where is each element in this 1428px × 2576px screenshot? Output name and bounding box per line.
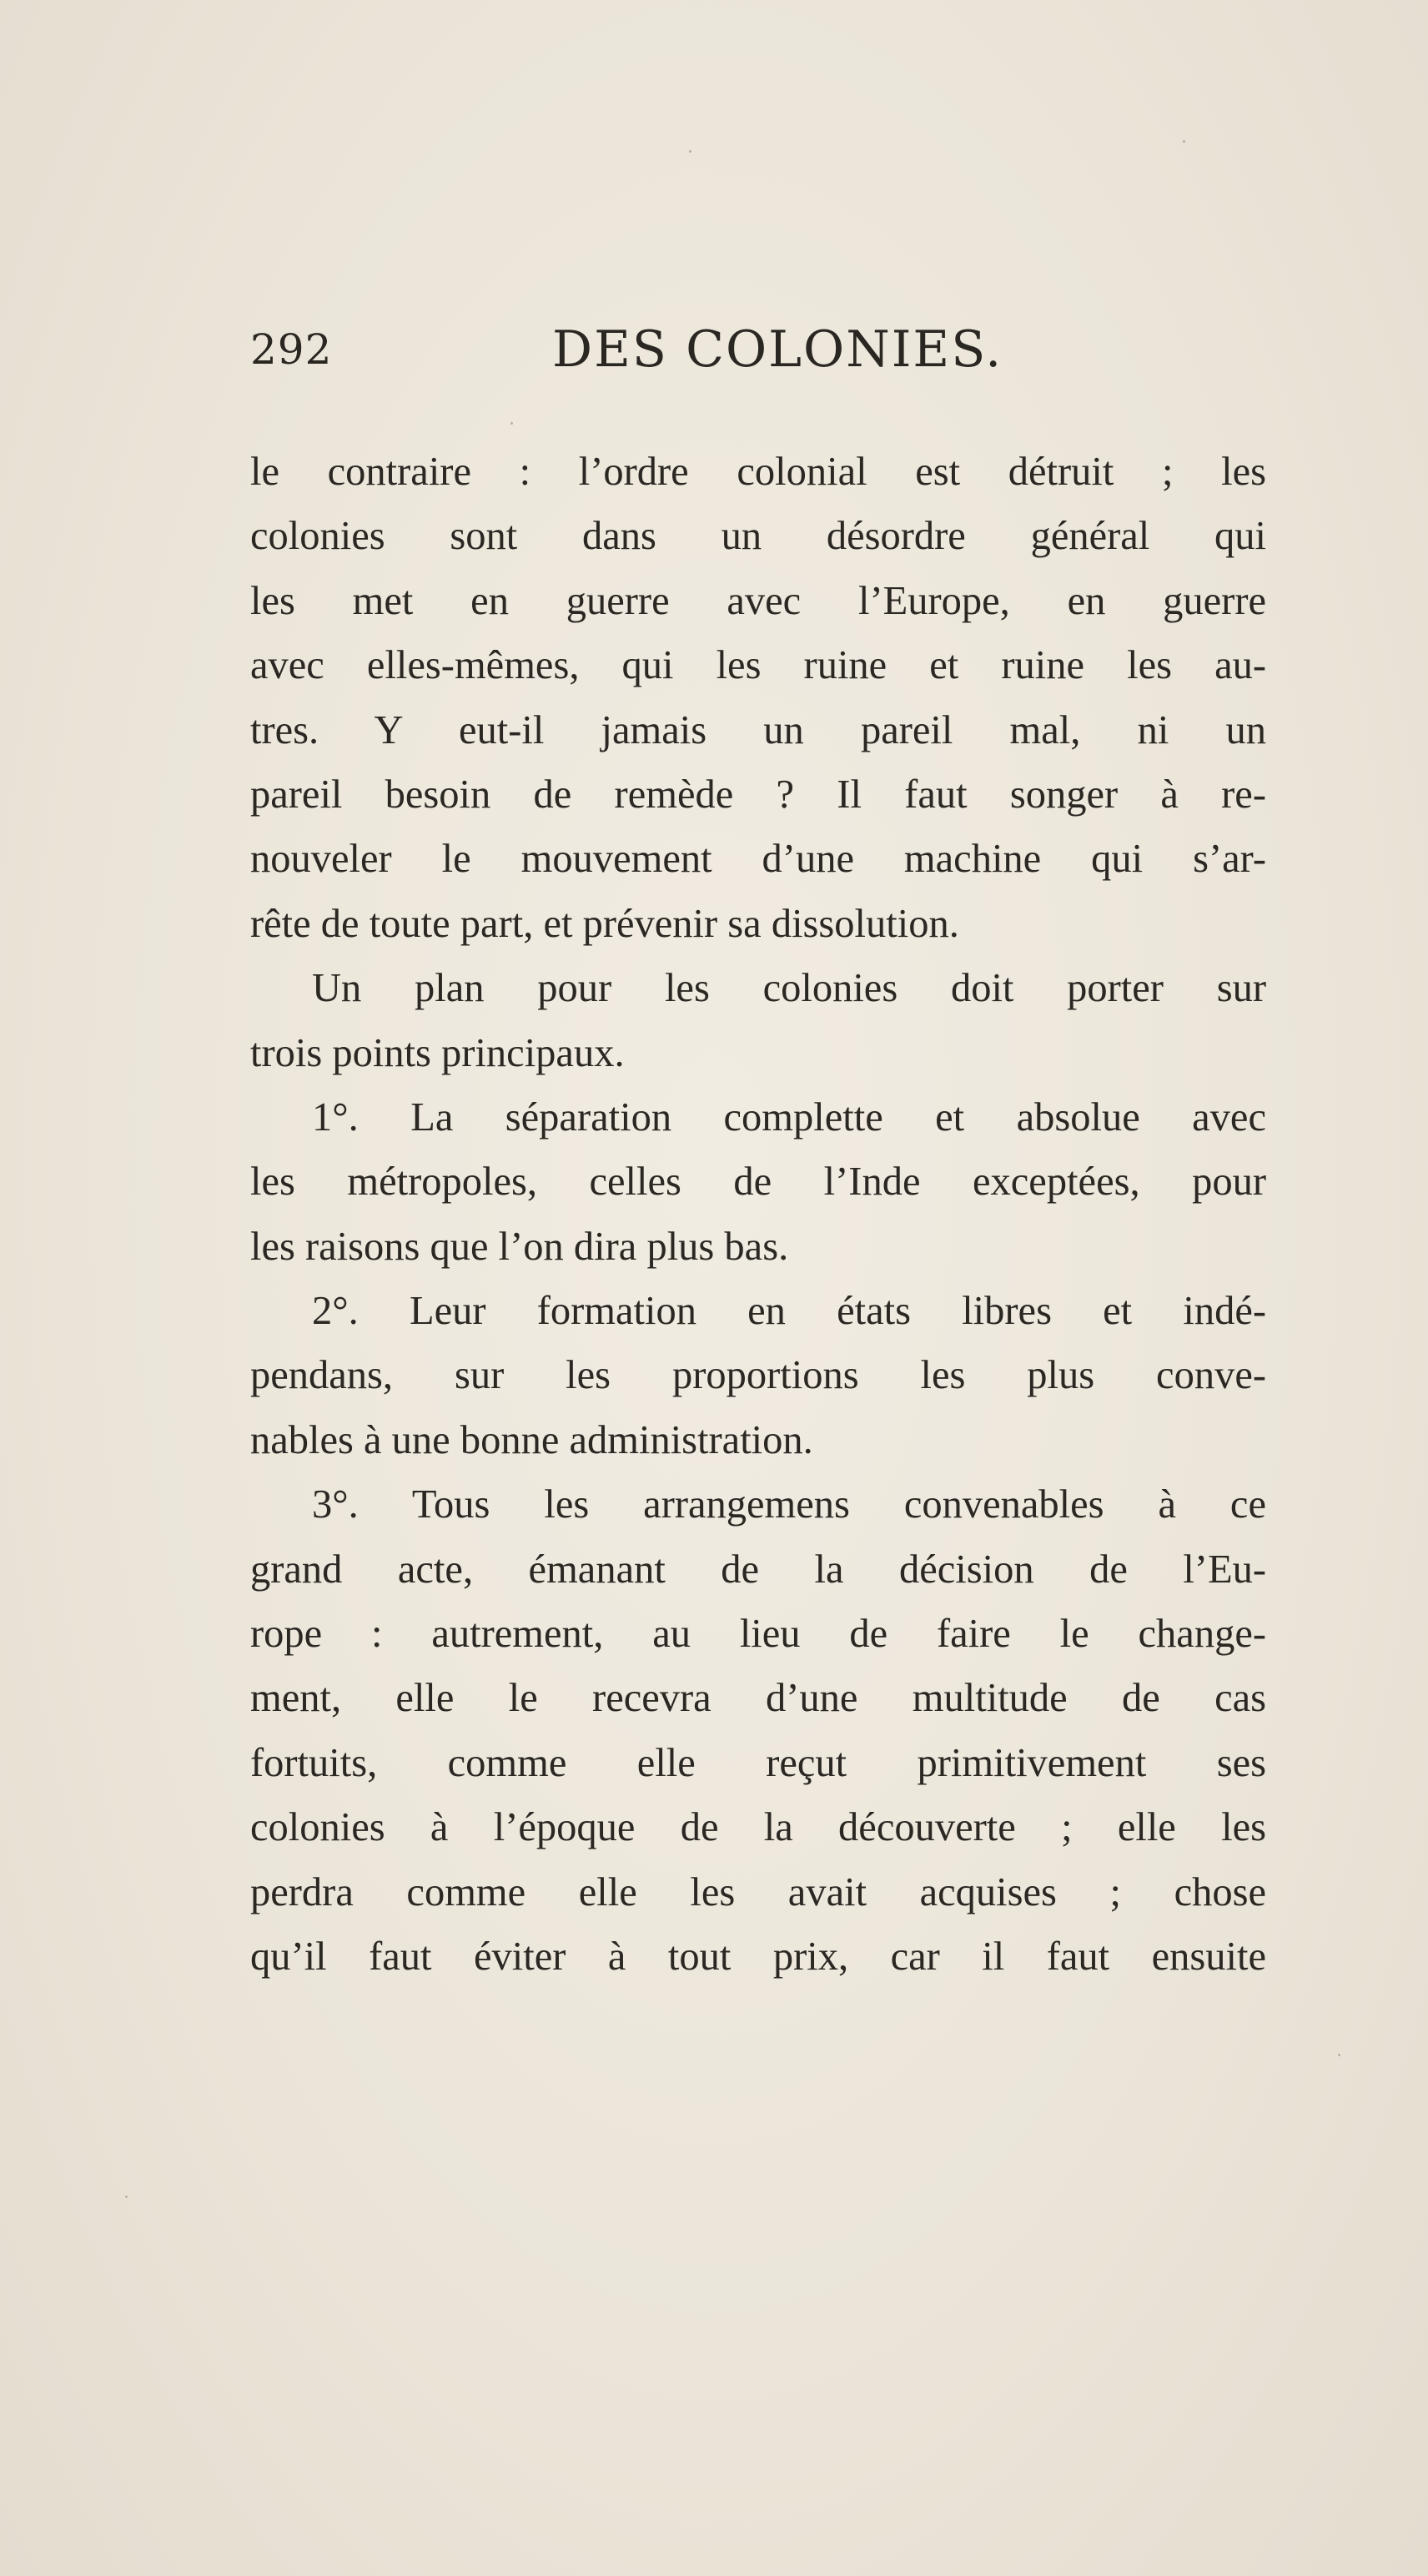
paper-speck [510,422,513,425]
page-header [250,320,1251,387]
text-line: perdra comme elle les avait acquises ; chose [250,1869,1266,1914]
text-line: les met en guerre avec l’Europe, en guerre [250,578,1266,623]
text-line: 2°. Leur formation en états libres et indé- [312,1289,1266,1334]
text-line: pareil besoin de remède ? Il faut songer à re- [250,772,1266,817]
text-line: grand acte, émanant de la décision de l’Eu- [250,1547,1266,1592]
text-line: nouveler le mouvement d’une machine qui s’ar- [250,837,1266,882]
text-line: tres. Y eut-il jamais un pareil mal, ni un [250,707,1266,752]
text-line: rête de toute part, et prévenir sa dissolution. [250,901,959,946]
text-line: le contraire : l’ordre colonial est détruit ; les [250,450,1266,494]
text-line: colonies à l’époque de la découverte ; elle les [250,1805,1266,1850]
paper-speck [125,2196,128,2198]
paper-speck [1183,140,1185,143]
text-line: colonies sont dans un désordre général qui [250,514,1266,559]
text-line: avec elles-mêmes, qui les ruine et ruine les au- [250,643,1266,688]
page-number: 292 [250,325,333,374]
text-line: les métropoles, celles de l’Inde exceptées, pour [250,1160,1266,1205]
text-line: les raisons que l’on dira plus bas. [250,1224,789,1269]
text-line: rope : autrement, au lieu de faire le change- [250,1612,1266,1657]
text-line: 1°. La séparation complette et absolue avec [312,1094,1266,1140]
text-line: nables à une bonne administration. [250,1417,813,1462]
text-line: trois points principaux. [250,1030,625,1075]
running-head: DES COLONIES. [552,320,1003,379]
text-line: qu’il faut éviter à tout prix, car il faut ensuite [250,1934,1266,1979]
paper-speck [689,150,691,153]
body-text [250,440,1266,1989]
text-line: 3°. Tous les arrangemens convenables à ce [312,1482,1266,1527]
text-line: Un plan pour les colonies doit porter sur [312,966,1266,1011]
text-line: ment, elle le recevra d’une multitude de cas [250,1676,1266,1721]
paper-speck [1338,2054,1340,2056]
text-line: fortuits, comme elle reçut primitivement ses [250,1740,1266,1785]
text-line: pendans, sur les proportions les plus conve- [250,1353,1266,1398]
